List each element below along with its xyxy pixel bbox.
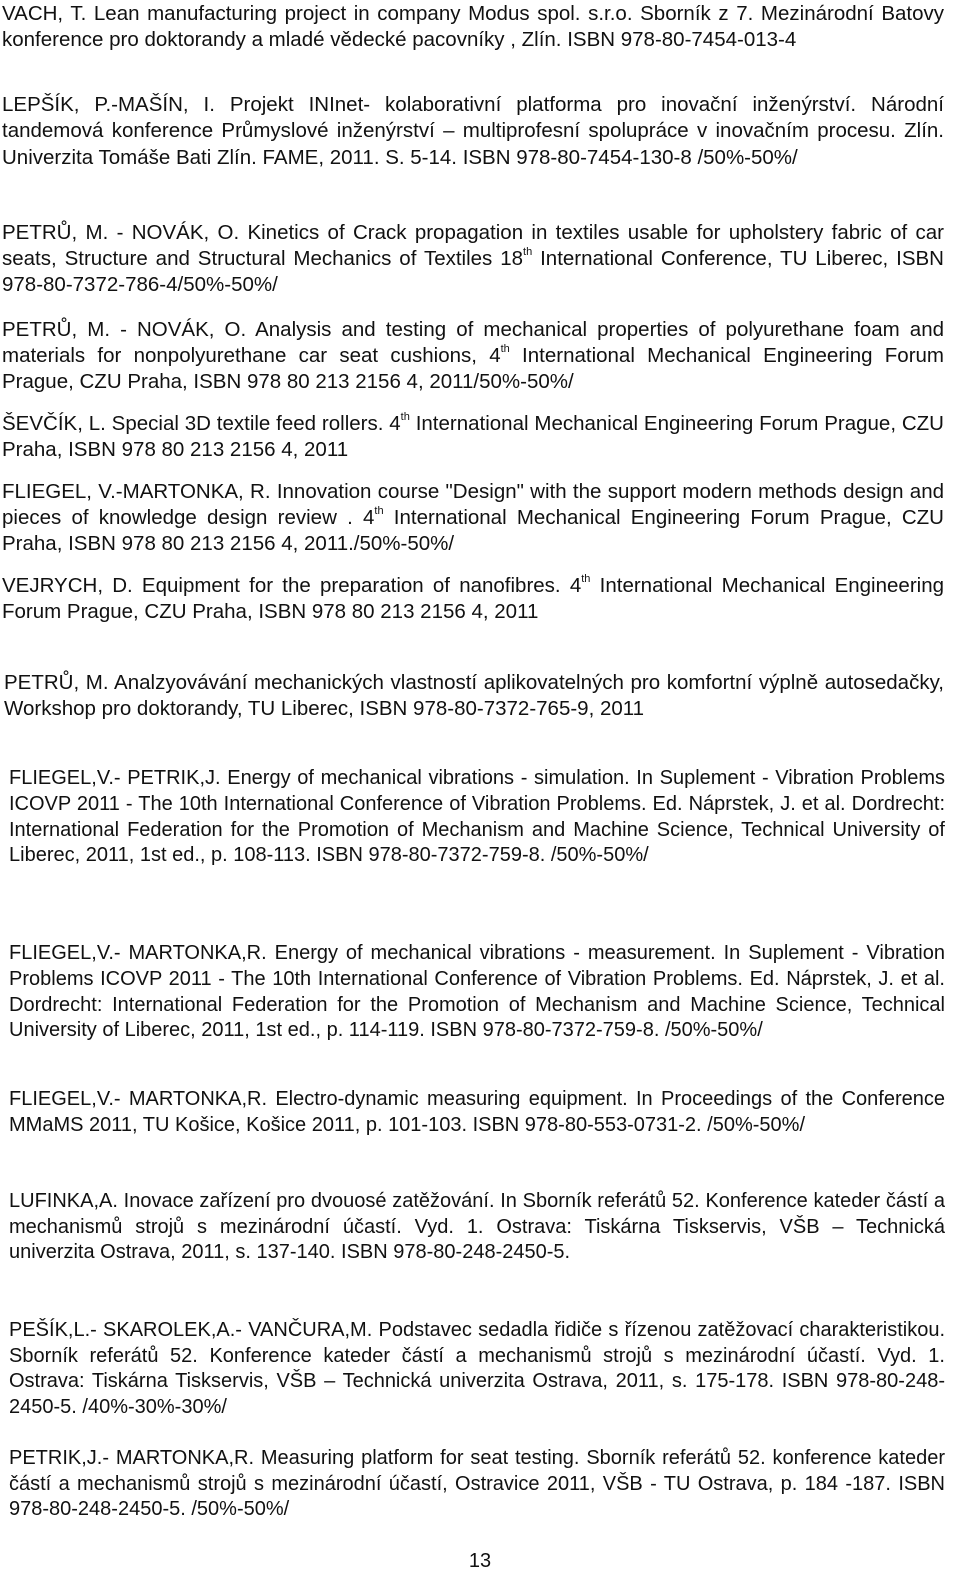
reference-text-after: International Conference, TU Liberec, ISBN 978-80-7372-786-4/50%-50%/ <box>2 247 944 296</box>
reference-text: FLIEGEL,V.- MARTONKA,R. Electro-dynamic measuring equipment. In Proceedings of the Conference MMaMS 2011, TU Košice, Košice 2011, p. 101-103. ISBN 978-80-553-0731-2. /50%-50%/ <box>9 1088 945 1136</box>
reference-text: PETRIK,J.- MARTONKA,R. Measuring platform for seat testing. Sborník referátů 52. konference kateder částí a mechanismů strojů s mezinárodní účastí, Ostravice 2011, VŠB - TU Ostrava, p. 184 -187. ISBN 978-80-248-2450-5. /50%-50%/ <box>9 1447 945 1521</box>
superscript-ordinal: th <box>400 411 410 424</box>
reference-text-before: PETRŮ, M. - NOVÁK, O. Kinetics of Crack propagation in textiles usable for upholstery fabric of car seats, Structure and Structural Mechanics of Textiles 18 <box>2 221 944 270</box>
reference-fliegel-martonka-electro <box>9 1087 945 1138</box>
reference-petru-analysis <box>2 317 944 395</box>
reference-text: PEŠÍK,L.- SKAROLEK,A.- VANČURA,M. Podstavec sedadla řidiče s řízenou zatěžovací charakteristikou. Sborník referátů 52. Konference kateder částí a mechanismů strojů s mezinárodní účastí. Vyd. 1. Ostrava: Tiskárna Tiskservis, VŠB – Technická univerzita Ostrava, 2011, s. 175-178. ISBN 978-80-248-2450-5. /40%-30%-30%/ <box>9 1319 945 1419</box>
reference-text: LUFINKA,A. Inovace zařízení pro dvouosé zatěžování. In Sborník referátů 52. Konference kateder částí a mechanismů strojů s mezinárodní účastí. Vyd. 1. Ostrava: Tiskárna Tiskservis, VŠB – Technická univerzita Ostrava, 2011, s. 137-140. ISBN 978-80-248-2450-5. <box>9 1190 945 1264</box>
reference-lufinka <box>9 1189 945 1266</box>
reference-text-after: International Mechanical Engineering Forum Prague, CZU Praha, ISBN 978 80 213 2156 4, 2011 <box>2 574 945 623</box>
reference-petru-kinetics <box>2 220 944 298</box>
reference-text-after: International Mechanical Engineering Forum Prague, CZU Praha, ISBN 978 80 213 2156 4, 2011/50%-50%/ <box>2 344 944 393</box>
reference-fliegel-martonka-vib <box>9 941 945 1044</box>
reference-text-before: VEJRYCH, D. Equipment for the preparation of nanofibres. 4 <box>2 574 582 597</box>
reference-lepsik <box>2 92 944 171</box>
reference-vejrych <box>2 573 944 625</box>
reference-text-after: International Mechanical Engineering Forum Prague, CZU Praha, ISBN 978 80 213 2156 4, 2011./50%-50%/ <box>2 506 944 555</box>
reference-vach <box>2 1 944 54</box>
superscript-ordinal: th <box>374 505 384 518</box>
reference-text: LEPŠÍK, P.-MAŠÍN, I. Projekt INInet- kolaborativní platforma pro inovační inženýrství. Národní tandemová konference Průmyslové inženýrství – multiprofesní spolupráce v inovačním procesu. Zlín. Univerzita Tomáše Bati Zlín. FAME, 2011. S. 5-14. ISBN 978-80-7454-130-8 /50%-50%/ <box>2 93 944 169</box>
reference-text-before: PETRŮ, M. - NOVÁK, O. Analysis and testing of mechanical properties of polyurethane foam and materials for nonpolyurethane car seat cushions, 4 <box>2 318 944 367</box>
reference-text-after: International Mechanical Engineering Forum Prague, CZU Praha, ISBN 978 80 213 2156 4, 2011 <box>2 412 944 461</box>
reference-text: PETRŮ, M. Analzyovávání mechanických vlastností aplikovatelných pro komfortní výplně autosedačky, Workshop pro doktorandy, TU Liberec, ISBN 978-80-7372-765-9, 2011 <box>4 671 944 720</box>
superscript-ordinal: th <box>523 246 533 259</box>
reference-text: FLIEGEL,V.- MARTONKA,R. Energy of mechanical vibrations - measurement. In Suplement - Vibration Problems ICOVP 2011 - The 10th International Conference of Vibration Problems. Ed. Náprstek, J. et al. Dordrecht: International Federation for the Promotion of Mechanism and Machine Science, Technical University of Liberec, 2011, 1st ed., p. 114-119. ISBN 978-80-7372-759-8. /50%-50%/ <box>9 942 945 1042</box>
reference-petrik-martonka <box>9 1446 945 1523</box>
reference-text: VACH, T. Lean manufacturing project in company Modus spol. s.r.o. Sborník z 7. Mezinárodní Batovy konference pro doktorandy a mladé vědecké pacovníky , Zlín. ISBN 978-80-7454-013-4 <box>2 2 944 52</box>
reference-text: FLIEGEL,V.- PETRIK,J. Energy of mechanical vibrations - simulation. In Suplement - Vibration Problems ICOVP 2011 - The 10th International Conference of Vibration Problems. Ed. Náprstek, J. et al. Dordrecht: International Federation for the Promotion of Mechanism and Machine Science, Technical University of Liberec, 2011, 1st ed., p. 108-113. ISBN 978-80-7372-759-8. /50%-50%/ <box>9 767 945 867</box>
reference-petru-workshop <box>4 670 944 722</box>
reference-fliegel-petrik <box>9 766 945 869</box>
reference-text-before: FLIEGEL, V.-MARTONKA, R. Innovation course "Design" with the support modern methods design and pieces of knowledge design review . 4 <box>2 480 944 529</box>
superscript-ordinal: th <box>500 343 510 356</box>
superscript-ordinal: th <box>581 573 591 586</box>
reference-sevcik <box>2 411 944 463</box>
reference-text-before: ŠEVČÍK, L. Special 3D textile feed rollers. 4 <box>2 412 401 435</box>
reference-pesik <box>9 1318 945 1421</box>
reference-fliegel-martonka-design <box>2 479 944 557</box>
page-number: 13 <box>468 1550 492 1572</box>
